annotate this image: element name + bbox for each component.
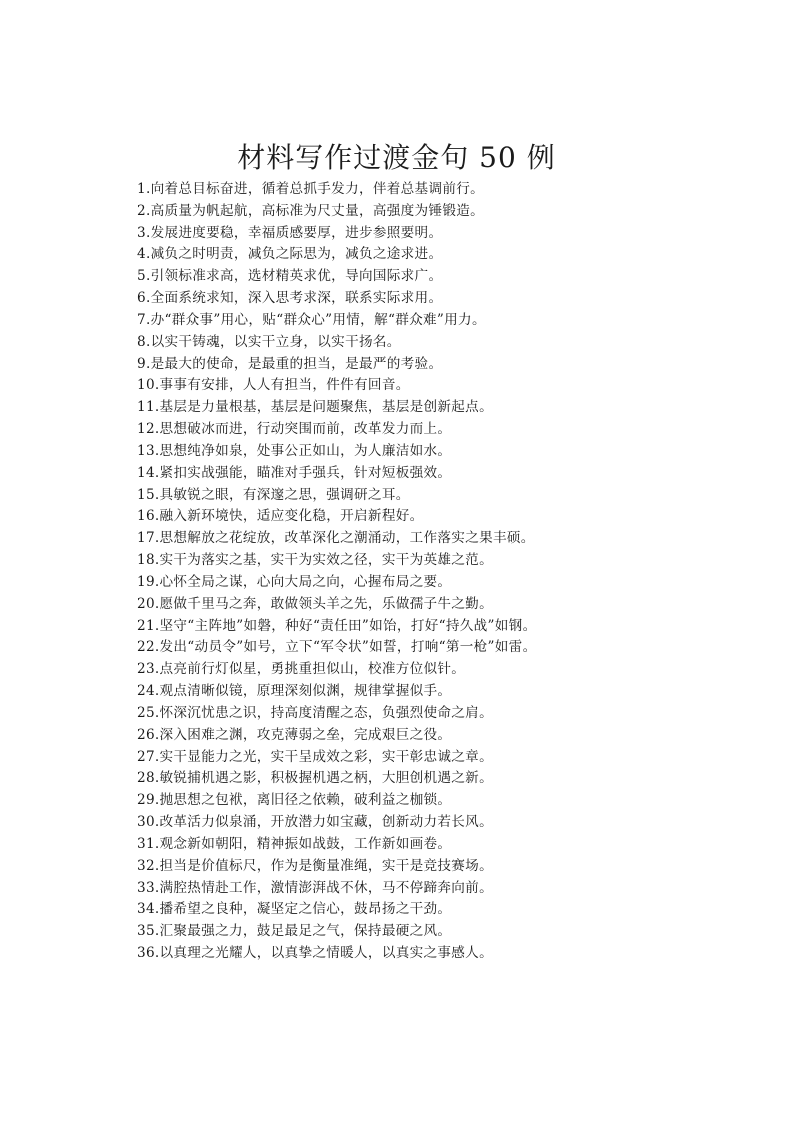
list-item: 13.思想纯净如泉，处事公正如山，为人廉洁如水。 (137, 442, 452, 459)
list-item: 18.实干为落实之基，实干为实效之径，实干为英雄之范。 (137, 552, 493, 569)
list-item: 19.心怀全局之谋，心向大局之向，心握布局之要。 (137, 573, 452, 590)
list-item: 11.基层是力量根基，基层是问题聚焦，基层是创新起点。 (137, 399, 493, 416)
list-item: 36.以真理之光耀人，以真挚之情暖人，以真实之事感人。 (137, 944, 493, 961)
list-item: 34.播希望之良种，凝坚定之信心，鼓昂扬之干劲。 (137, 901, 452, 918)
list-item: 7.办“群众事”用心，贴“群众心”用情，解“群众难”用力。 (137, 311, 486, 328)
list-item: 22.发出“动员令”如号，立下“军令状”如誓，打响“第一枪”如雷。 (137, 639, 537, 656)
list-item: 5.引领标准求高，选材精英求优，导向国际求广。 (137, 268, 443, 285)
list-item: 29.抛思想之包袱，离旧径之依赖，破利益之枷锁。 (137, 792, 452, 809)
list-item: 2.高质量为帆起航，高标准为尺丈量，高强度为锤锻造。 (137, 202, 485, 219)
list-item: 4.减负之时明责，减负之际思为，减负之途求进。 (137, 246, 443, 263)
sentence-list (137, 179, 536, 965)
list-item: 21.坚守“主阵地”如磐，种好“责任田”如饴，打好“持久战”如钢。 (137, 617, 537, 634)
list-item: 33.满腔热情赴工作，激情澎湃战不休，马不停蹄奔向前。 (137, 879, 493, 896)
list-item: 12.思想破冰而进，行动突围而前，改革发力而上。 (137, 421, 452, 438)
list-item: 23.点亮前行灯似星，勇挑重担似山，校准方位似针。 (137, 661, 466, 678)
list-item: 32.担当是价值标尺，作为是衡量准绳，实干是竞技赛场。 (137, 857, 493, 874)
list-item: 35.汇聚最强之力，鼓足最足之气，保持最硬之风。 (137, 923, 452, 940)
list-item: 31.观念新如朝阳，精神振如战鼓，工作新如画卷。 (137, 835, 452, 852)
list-item: 9.是最大的使命，是最重的担当，是最严的考验。 (137, 355, 443, 372)
list-item: 26.深入困难之渊，攻克薄弱之垒，完成艰巨之役。 (137, 726, 452, 743)
document-title: 材料写作过渡金句 50 例 (237, 141, 556, 174)
list-item: 10.事事有安排，人人有担当，件件有回音。 (137, 377, 410, 394)
list-item: 17.思想解放之花绽放，改革深化之潮涌动，工作落实之果丰硕。 (137, 530, 535, 547)
list-item: 16.融入新环境快，适应变化稳，开启新程好。 (137, 508, 424, 525)
list-item: 1.向着总目标奋进，循着总抓手发力，伴着总基调前行。 (137, 181, 485, 197)
list-item: 8.以实干铸魂，以实干立身，以实干扬名。 (137, 333, 401, 350)
list-item: 15.具敏锐之眼，有深邃之思，强调研之耳。 (137, 486, 410, 503)
list-item: 28.敏锐捕机遇之影，积极握机遇之柄，大胆创机遇之新。 (137, 770, 493, 787)
list-item: 27.实干显能力之光，实干呈成效之彩，实干彰忠诚之章。 (137, 748, 493, 765)
list-item: 30.改革活力似泉涌，开放潜力如宝藏，创新动力若长风。 (137, 814, 493, 831)
list-item: 24.观点清晰似镜，原理深刻似渊，规律掌握似手。 (137, 683, 452, 700)
list-item: 20.愿做千里马之奔，敢做领头羊之先，乐做孺子牛之勤。 (137, 595, 493, 612)
list-item: 6.全面系统求知，深入思考求深，联系实际求用。 (137, 290, 443, 307)
list-item: 14.紧扣实战强能，瞄准对手强兵，针对短板强效。 (137, 464, 452, 481)
list-item: 25.怀深沉忧患之识，持高度清醒之态，负强烈使命之肩。 (137, 704, 493, 721)
list-item: 3.发展进度要稳，幸福质感要厚，进步参照要明。 (137, 224, 443, 241)
